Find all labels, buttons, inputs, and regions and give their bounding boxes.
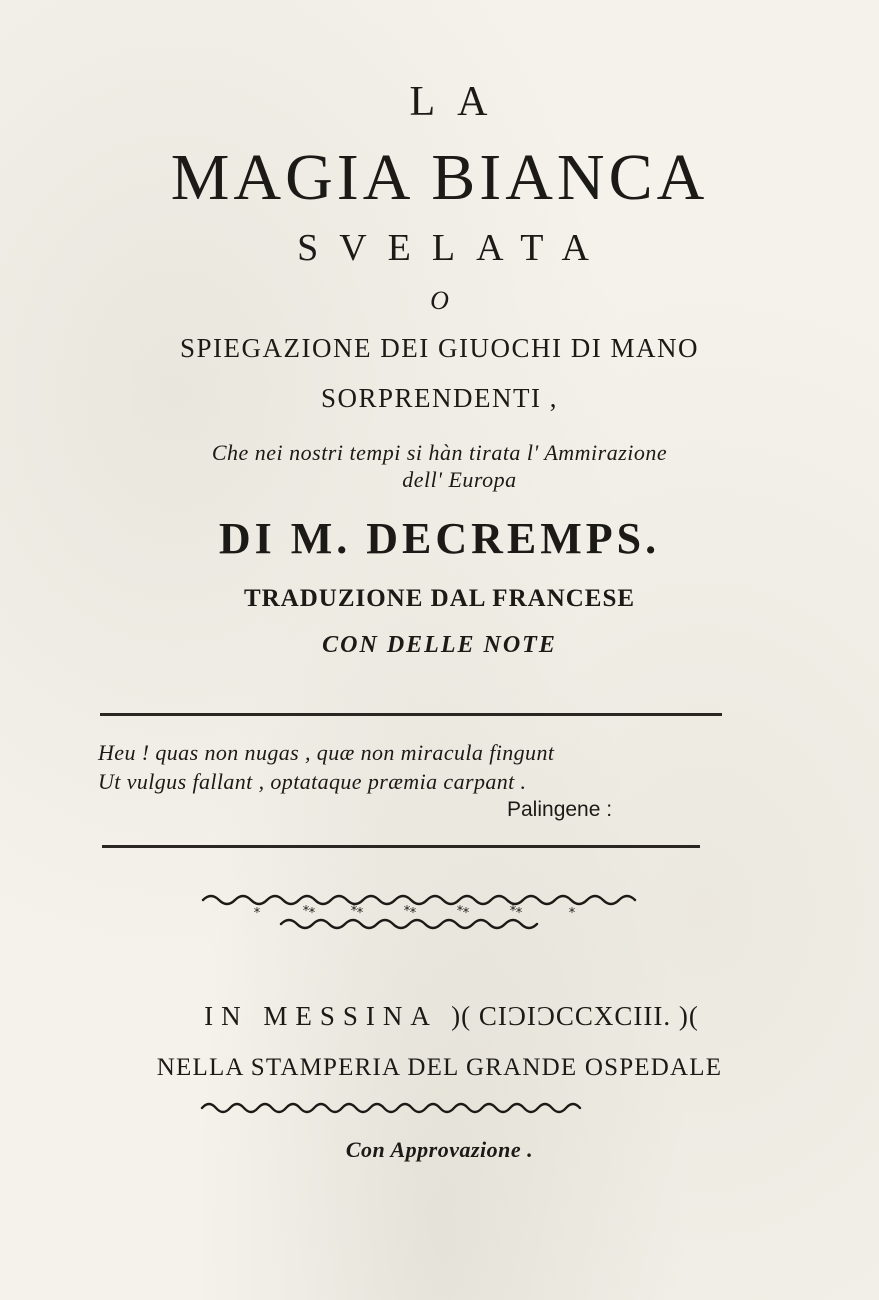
subtitle: SVELATA — [297, 227, 610, 269]
bottom-rule — [102, 845, 700, 848]
svg-text:*: * — [403, 904, 411, 919]
svg-text:*: * — [302, 904, 310, 919]
imprint-place — [0, 1001, 879, 1032]
imprint-printer: NELLA STAMPERIA DEL GRANDE OSPEDALE — [156, 1054, 723, 1081]
epigraph-line-2: Ut vulgus fallant , optataque præmia carpant . — [98, 769, 527, 794]
imprint-year: )( CIƆIƆCCXCIII. )( — [451, 1001, 699, 1031]
approval-note: Con Approvazione . — [345, 1137, 534, 1162]
svg-text:*: * — [253, 906, 261, 921]
epigraph-line-1: Heu ! quas non nugas , quæ non miracula fingunt — [98, 740, 555, 765]
svg-text:*: * — [462, 906, 470, 921]
conjunction: O — [430, 286, 449, 315]
author: DI M. DECREMPS. — [218, 514, 661, 563]
main-title: MAGIA BIANCA — [170, 141, 709, 214]
svg-text:*: * — [509, 904, 517, 919]
svg-text:*: * — [515, 906, 523, 921]
svg-text:*: * — [356, 906, 364, 921]
description-line-1: SPIEGAZIONE DEI GIUOCHI DI MANO — [180, 333, 699, 363]
svg-text:*: * — [409, 906, 417, 921]
tagline-line-2: dell' Europa — [402, 467, 517, 492]
svg-text:*: * — [308, 906, 316, 921]
imprint-ornament — [0, 1096, 879, 1120]
svg-text:*: * — [568, 906, 576, 921]
description-line-2: SORPRENDENTI , — [320, 383, 558, 413]
svg-text:*: * — [350, 904, 358, 919]
notes-note: CON DELLE NOTE — [322, 632, 557, 658]
epigraph-attribution: Palingene : — [507, 798, 613, 821]
tagline-line-1: Che nei nostri tempi si hàn tirata l' Ammirazione — [211, 440, 668, 465]
printers-ornament — [0, 888, 879, 934]
top-rule — [100, 713, 722, 716]
imprint-city: IN MESSINA — [204, 1001, 437, 1031]
svg-text:*: * — [456, 904, 464, 919]
title-article: LA — [409, 79, 510, 125]
translation-note: TRADUZIONE DAL FRANCESE — [243, 585, 636, 612]
